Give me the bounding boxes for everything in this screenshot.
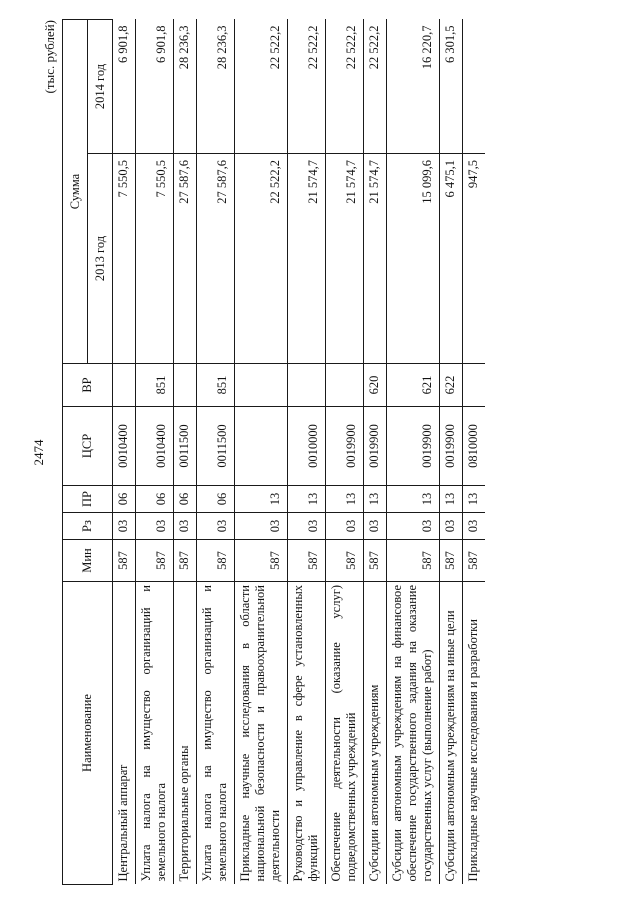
row-csr: 0019900 — [387, 407, 440, 486]
row-2013: 22 522,2 — [235, 154, 288, 364]
row-csr: 0011500 — [197, 407, 235, 486]
row-name: Прикладные научные исследования в области национальной безопасности и правоохранительной деятельности — [235, 582, 288, 885]
row-pr: 13 — [440, 486, 463, 513]
row-vr — [113, 364, 136, 407]
header-sum: Сумма — [63, 20, 88, 364]
row-2013: 7 550,5 — [113, 154, 136, 364]
header-row-1 — [63, 20, 88, 885]
table-row — [174, 20, 197, 885]
row-csr: 0019900 — [326, 407, 364, 486]
row-min: 587 — [174, 540, 197, 582]
header-2014: 2014 год — [88, 20, 113, 154]
header-rz: Рз — [63, 513, 113, 540]
row-rz: 03 — [387, 513, 440, 540]
row-vr — [235, 364, 288, 407]
row-2013: 7 550,5 — [136, 154, 174, 364]
table-row — [197, 20, 235, 885]
row-vr — [288, 364, 326, 407]
row-pr: 06 — [197, 486, 235, 513]
row-pr: 13 — [288, 486, 326, 513]
header-2013: 2013 год — [88, 154, 113, 364]
row-pr: 13 — [326, 486, 364, 513]
table-row — [235, 20, 288, 885]
row-2014: 16 220,7 — [420, 25, 434, 70]
row-csr: 0010400 — [136, 407, 174, 486]
row-vr: 621 — [387, 364, 440, 407]
row-csr: 0011500 — [174, 407, 197, 486]
row-name: Обеспечение деятельности (оказание услуг) подведомственных учреждений — [326, 582, 364, 885]
table-row — [440, 20, 463, 885]
row-min: 587 — [197, 540, 235, 582]
row-vr: 851 — [197, 364, 235, 407]
table-header — [63, 20, 113, 885]
row-vr — [326, 364, 364, 407]
row-rz: 03 — [463, 513, 486, 540]
row-2014: 22 522,2 — [367, 25, 381, 70]
table-row — [288, 20, 326, 885]
table-body — [113, 20, 486, 885]
row-vr: 622 — [440, 364, 463, 407]
row-csr — [235, 407, 288, 486]
page-number: 2474 — [31, 439, 46, 466]
row-min: 587 — [463, 540, 486, 582]
header-min: Мин — [63, 540, 113, 582]
row-name: Субсидии автономным учреждениям на иные цели — [440, 582, 463, 885]
row-rz: 03 — [326, 513, 364, 540]
row-rz: 03 — [364, 513, 387, 540]
row-min: 587 — [364, 540, 387, 582]
row-min: 587 — [113, 540, 136, 582]
row-rz: 03 — [113, 513, 136, 540]
row-pr: 13 — [463, 486, 486, 513]
table-row — [364, 20, 387, 885]
row-pr: 13 — [235, 486, 288, 513]
row-2013: 21 574,7 — [288, 154, 326, 364]
row-rz: 03 — [288, 513, 326, 540]
budget-table — [62, 19, 485, 885]
row-2014: 28 236,3 — [215, 25, 229, 70]
row-2014: 22 522,2 — [344, 25, 358, 70]
row-name: Прикладные научные исследования и разработки — [463, 582, 486, 885]
row-pr: 06 — [136, 486, 174, 513]
row-2014: 6 901,8 — [116, 25, 130, 63]
row-vr: 851 — [136, 364, 174, 407]
row-2013: 27 587,6 — [197, 154, 235, 364]
row-vr — [174, 364, 197, 407]
row-2014: 6 901,8 — [154, 25, 168, 63]
row-2013: 947,5 — [463, 154, 486, 364]
row-2014: 22 522,2 — [268, 25, 282, 70]
row-pr: 13 — [364, 486, 387, 513]
row-min: 587 — [387, 540, 440, 582]
row-2013: 21 574,7 — [326, 154, 364, 364]
table-row — [136, 20, 174, 885]
header-name: Наименование — [63, 582, 113, 885]
row-min: 587 — [326, 540, 364, 582]
row-2013: 21 574,7 — [364, 154, 387, 364]
row-rz: 03 — [197, 513, 235, 540]
row-name: Субсидии автономным учреждениям — [364, 582, 387, 885]
row-min: 587 — [288, 540, 326, 582]
row-csr: 0810000 — [463, 407, 486, 486]
row-pr: 13 — [387, 486, 440, 513]
row-min: 587 — [136, 540, 174, 582]
row-name: Субсидии автономным учреждениям на финансовое обеспечение государственного задания на оказание государственных услуг (выполнение работ) — [387, 582, 440, 885]
row-rz: 03 — [235, 513, 288, 540]
row-rz: 03 — [174, 513, 197, 540]
row-min: 587 — [235, 540, 288, 582]
row-csr: 0019900 — [364, 407, 387, 486]
row-rz: 03 — [440, 513, 463, 540]
row-2014: 28 236,3 — [177, 25, 191, 70]
row-name: Уплата налога на имущество организаций и земельного налога — [136, 582, 174, 885]
row-name: Руководство и управление в сфере установленных функций — [288, 582, 326, 885]
row-vr: 620 — [364, 364, 387, 407]
row-2013: 15 099,6 — [387, 154, 440, 364]
row-2013: 27 587,6 — [174, 154, 197, 364]
row-min: 587 — [440, 540, 463, 582]
row-2014 — [463, 20, 486, 154]
row-2014: 22 522,2 — [306, 25, 320, 70]
header-pr: ПР — [63, 486, 113, 513]
row-pr: 06 — [113, 486, 136, 513]
header-csr: ЦСР — [63, 407, 113, 486]
row-2014: 6 301,5 — [443, 25, 457, 63]
row-pr: 06 — [174, 486, 197, 513]
row-2013: 6 475,1 — [440, 154, 463, 364]
table-row — [113, 20, 136, 885]
row-name: Центральный аппарат — [113, 582, 136, 885]
row-name: Территориальные органы — [174, 582, 197, 885]
table-row — [463, 20, 486, 885]
row-name: Уплата налога на имущество организаций и земельного налога — [197, 582, 235, 885]
header-vr: ВР — [63, 364, 113, 407]
row-rz: 03 — [136, 513, 174, 540]
row-csr: 0010400 — [113, 407, 136, 486]
row-csr: 0019900 — [440, 407, 463, 486]
units-label: (тыс. рублей) — [42, 20, 57, 94]
row-csr: 0010000 — [288, 407, 326, 486]
table-row — [326, 20, 364, 885]
table-row — [387, 20, 440, 885]
row-vr — [463, 364, 486, 407]
